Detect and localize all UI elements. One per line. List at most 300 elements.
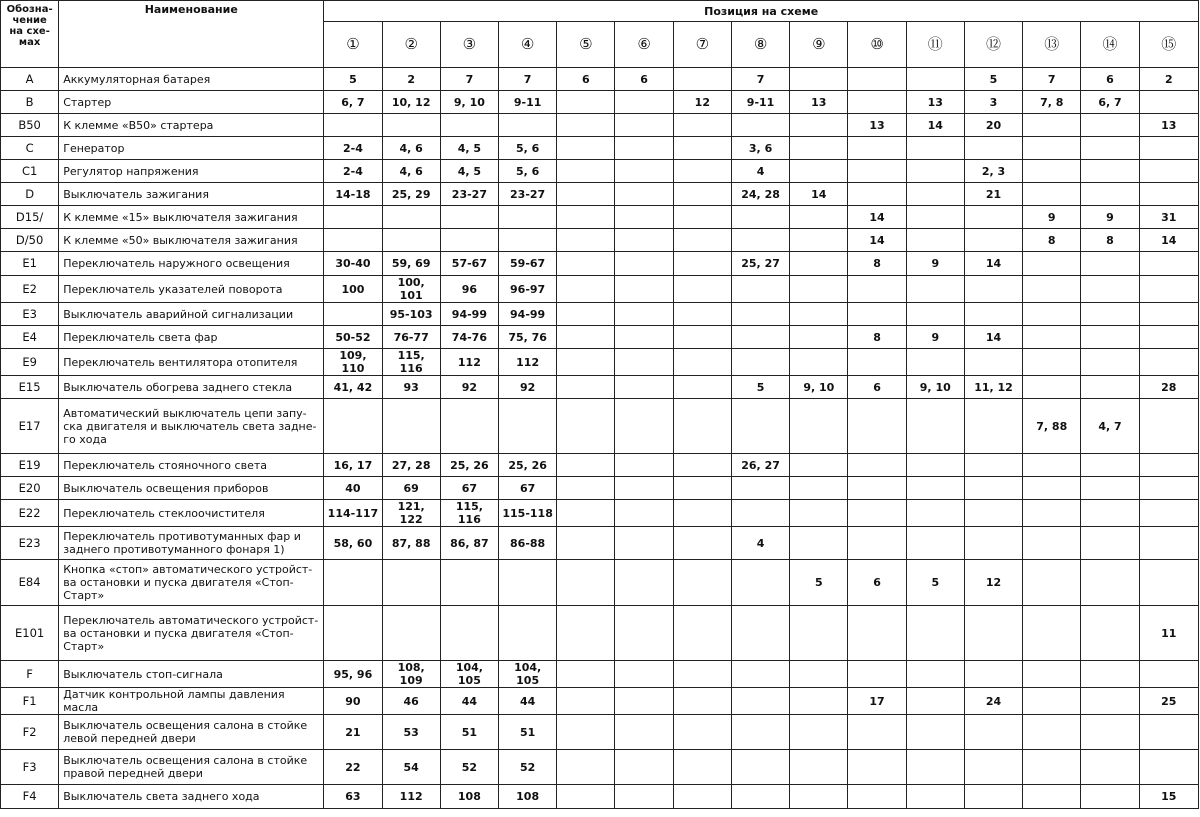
position-cell-13 — [1023, 454, 1081, 477]
table-row — [1, 160, 1199, 183]
position-cell-14 — [1081, 688, 1139, 715]
position-cell-7 — [673, 454, 731, 477]
row-name: Переключатель наружного освещения — [59, 252, 324, 276]
position-cell-2: 27, 28 — [382, 454, 440, 477]
position-cell-1 — [324, 229, 382, 252]
position-cell-10 — [848, 715, 906, 750]
position-cell-5 — [557, 606, 615, 661]
position-cell-2 — [382, 399, 440, 454]
header-position-8: ⑧ — [731, 22, 789, 68]
position-cell-9 — [790, 527, 848, 560]
position-cell-10 — [848, 477, 906, 500]
position-cell-12 — [964, 527, 1022, 560]
position-cell-1: 5 — [324, 68, 382, 91]
position-cell-4: 23-27 — [499, 183, 557, 206]
position-cell-5 — [557, 399, 615, 454]
position-cell-5 — [557, 91, 615, 114]
position-cell-1: 14-18 — [324, 183, 382, 206]
table-row — [1, 183, 1199, 206]
table-row — [1, 688, 1199, 715]
position-cell-5 — [557, 303, 615, 326]
position-cell-5 — [557, 454, 615, 477]
position-cell-8 — [731, 715, 789, 750]
position-cell-14 — [1081, 661, 1139, 688]
position-cell-3: 104, 105 — [440, 661, 498, 688]
position-cell-8 — [731, 114, 789, 137]
row-code: E9 — [1, 349, 59, 376]
position-cell-14 — [1081, 527, 1139, 560]
position-cell-1: 63 — [324, 785, 382, 809]
position-cell-9 — [790, 276, 848, 303]
header-position-13: ⑬ — [1023, 22, 1081, 68]
position-cell-10: 8 — [848, 252, 906, 276]
position-cell-6 — [615, 661, 673, 688]
position-cell-7 — [673, 206, 731, 229]
position-cell-4: 44 — [499, 688, 557, 715]
position-cell-4: 86-88 — [499, 527, 557, 560]
position-cell-2: 2 — [382, 68, 440, 91]
position-cell-13 — [1023, 560, 1081, 606]
position-cell-6 — [615, 160, 673, 183]
position-cell-7 — [673, 229, 731, 252]
position-cell-4: 96-97 — [499, 276, 557, 303]
position-cell-9 — [790, 303, 848, 326]
row-name: К клемме «15» выключателя зажигания — [59, 206, 324, 229]
position-cell-13 — [1023, 183, 1081, 206]
position-cell-6 — [615, 137, 673, 160]
position-cell-13 — [1023, 276, 1081, 303]
position-cell-2: 87, 88 — [382, 527, 440, 560]
header-position-5: ⑤ — [557, 22, 615, 68]
position-cell-11: 14 — [906, 114, 964, 137]
position-cell-8 — [731, 206, 789, 229]
position-cell-14 — [1081, 326, 1139, 349]
position-cell-11 — [906, 276, 964, 303]
position-cell-6 — [615, 326, 673, 349]
position-cell-8 — [731, 303, 789, 326]
position-cell-3: 96 — [440, 276, 498, 303]
position-cell-7 — [673, 715, 731, 750]
position-cell-12 — [964, 500, 1022, 527]
position-cell-15 — [1139, 303, 1198, 326]
position-cell-1 — [324, 206, 382, 229]
position-cell-13 — [1023, 477, 1081, 500]
position-cell-4: 67 — [499, 477, 557, 500]
position-cell-2: 10, 12 — [382, 91, 440, 114]
position-cell-9: 5 — [790, 560, 848, 606]
row-code: B — [1, 91, 59, 114]
position-cell-8 — [731, 399, 789, 454]
position-cell-13 — [1023, 527, 1081, 560]
position-cell-13 — [1023, 661, 1081, 688]
position-cell-2: 112 — [382, 785, 440, 809]
position-cell-9 — [790, 500, 848, 527]
header-position-3: ③ — [440, 22, 498, 68]
position-cell-4 — [499, 206, 557, 229]
position-cell-3: 23-27 — [440, 183, 498, 206]
position-cell-1: 30-40 — [324, 252, 382, 276]
row-name: К клемме «В50» стартера — [59, 114, 324, 137]
position-cell-3: 57-67 — [440, 252, 498, 276]
position-cell-13 — [1023, 750, 1081, 785]
position-cell-6 — [615, 376, 673, 399]
position-cell-15 — [1139, 252, 1198, 276]
position-cell-4: 51 — [499, 715, 557, 750]
row-name: Стартер — [59, 91, 324, 114]
position-cell-11 — [906, 68, 964, 91]
position-cell-4 — [499, 560, 557, 606]
position-cell-11 — [906, 785, 964, 809]
position-cell-7: 12 — [673, 91, 731, 114]
position-cell-4: 5, 6 — [499, 160, 557, 183]
position-cell-14 — [1081, 252, 1139, 276]
position-cell-8 — [731, 560, 789, 606]
position-cell-15 — [1139, 560, 1198, 606]
table-row — [1, 91, 1199, 114]
position-cell-10: 17 — [848, 688, 906, 715]
position-cell-8: 3, 6 — [731, 137, 789, 160]
position-cell-11: 13 — [906, 91, 964, 114]
position-cell-4: 115-118 — [499, 500, 557, 527]
table-row — [1, 785, 1199, 809]
position-cell-2 — [382, 229, 440, 252]
position-cell-13: 9 — [1023, 206, 1081, 229]
position-cell-12: 20 — [964, 114, 1022, 137]
position-cell-10 — [848, 303, 906, 326]
header-name: Наименование — [59, 1, 324, 68]
position-cell-7 — [673, 399, 731, 454]
position-cell-3: 67 — [440, 477, 498, 500]
position-cell-8 — [731, 276, 789, 303]
row-code: F4 — [1, 785, 59, 809]
position-cell-10 — [848, 606, 906, 661]
row-name: Переключатель стеклоочистителя — [59, 500, 324, 527]
position-cell-4: 25, 26 — [499, 454, 557, 477]
position-cell-4: 7 — [499, 68, 557, 91]
position-cell-2: 69 — [382, 477, 440, 500]
row-name: Переключатель противотуманных фар и заднего противотуманного фонаря 1) — [59, 527, 324, 560]
position-cell-7 — [673, 477, 731, 500]
row-code: E101 — [1, 606, 59, 661]
position-cell-5: 6 — [557, 68, 615, 91]
position-cell-9 — [790, 785, 848, 809]
position-cell-2: 93 — [382, 376, 440, 399]
table-row — [1, 252, 1199, 276]
position-cell-5 — [557, 206, 615, 229]
position-cell-13: 7, 88 — [1023, 399, 1081, 454]
position-cell-12: 2, 3 — [964, 160, 1022, 183]
position-cell-12 — [964, 477, 1022, 500]
position-cell-5 — [557, 160, 615, 183]
position-cell-15: 14 — [1139, 229, 1198, 252]
position-cell-1 — [324, 114, 382, 137]
position-cell-12 — [964, 276, 1022, 303]
position-cell-14 — [1081, 785, 1139, 809]
row-code: D15/ — [1, 206, 59, 229]
position-cell-5 — [557, 276, 615, 303]
position-cell-15 — [1139, 454, 1198, 477]
table-row — [1, 276, 1199, 303]
position-cell-9 — [790, 206, 848, 229]
position-cell-12 — [964, 303, 1022, 326]
position-cell-13: 7 — [1023, 68, 1081, 91]
row-code: E4 — [1, 326, 59, 349]
table-row — [1, 477, 1199, 500]
position-cell-9 — [790, 606, 848, 661]
position-cell-11: 9 — [906, 326, 964, 349]
position-cell-8 — [731, 477, 789, 500]
position-cell-14 — [1081, 137, 1139, 160]
table-row — [1, 68, 1199, 91]
header-position-9: ⑨ — [790, 22, 848, 68]
position-cell-13 — [1023, 137, 1081, 160]
position-cell-11 — [906, 399, 964, 454]
position-cell-3: 112 — [440, 349, 498, 376]
position-cell-3: 74-76 — [440, 326, 498, 349]
table-row — [1, 326, 1199, 349]
position-cell-3 — [440, 114, 498, 137]
position-cell-8 — [731, 349, 789, 376]
position-cell-5 — [557, 500, 615, 527]
position-cell-8: 24, 28 — [731, 183, 789, 206]
row-name: Выключатель освещения приборов — [59, 477, 324, 500]
position-cell-7 — [673, 276, 731, 303]
position-cell-15: 15 — [1139, 785, 1198, 809]
position-cell-9: 13 — [790, 91, 848, 114]
position-cell-7 — [673, 183, 731, 206]
position-cell-11 — [906, 500, 964, 527]
row-code: D/50 — [1, 229, 59, 252]
header-positions-title: Позиция на схеме — [324, 1, 1199, 22]
position-cell-7 — [673, 527, 731, 560]
row-code: E15 — [1, 376, 59, 399]
position-cell-6 — [615, 303, 673, 326]
row-name: Регулятор напряжения — [59, 160, 324, 183]
position-cell-4: 92 — [499, 376, 557, 399]
position-cell-14 — [1081, 276, 1139, 303]
row-code: C1 — [1, 160, 59, 183]
position-cell-15 — [1139, 477, 1198, 500]
header-position-12: ⑫ — [964, 22, 1022, 68]
position-cell-8: 7 — [731, 68, 789, 91]
position-cell-10: 14 — [848, 229, 906, 252]
position-cell-11 — [906, 303, 964, 326]
position-cell-3 — [440, 206, 498, 229]
position-cell-11 — [906, 606, 964, 661]
position-cell-12 — [964, 349, 1022, 376]
table-row — [1, 750, 1199, 785]
position-cell-12 — [964, 229, 1022, 252]
position-cell-2 — [382, 206, 440, 229]
row-name: Датчик контрольной лампы давления масла — [59, 688, 324, 715]
row-name: Переключатель света фар — [59, 326, 324, 349]
position-cell-15 — [1139, 399, 1198, 454]
row-code: F — [1, 661, 59, 688]
position-cell-1: 95, 96 — [324, 661, 382, 688]
position-cell-15 — [1139, 500, 1198, 527]
position-cell-3: 4, 5 — [440, 160, 498, 183]
position-cell-8: 4 — [731, 160, 789, 183]
position-cell-3: 52 — [440, 750, 498, 785]
position-cell-7 — [673, 68, 731, 91]
position-cell-9 — [790, 454, 848, 477]
position-cell-14: 9 — [1081, 206, 1139, 229]
position-cell-7 — [673, 349, 731, 376]
position-cell-11 — [906, 661, 964, 688]
table-row — [1, 606, 1199, 661]
position-cell-7 — [673, 500, 731, 527]
position-cell-7 — [673, 376, 731, 399]
position-cell-3: 86, 87 — [440, 527, 498, 560]
position-cell-3 — [440, 229, 498, 252]
position-cell-1 — [324, 606, 382, 661]
position-cell-10 — [848, 527, 906, 560]
row-name: Выключатель освещения салона в стойке правой передней двери — [59, 750, 324, 785]
position-cell-6 — [615, 454, 673, 477]
table-row — [1, 399, 1199, 454]
position-cell-9 — [790, 137, 848, 160]
position-cell-6 — [615, 750, 673, 785]
position-cell-6 — [615, 715, 673, 750]
position-cell-11 — [906, 349, 964, 376]
position-cell-5 — [557, 715, 615, 750]
position-cell-14 — [1081, 303, 1139, 326]
position-cell-2 — [382, 560, 440, 606]
table-row — [1, 303, 1199, 326]
position-cell-7 — [673, 160, 731, 183]
row-name: Автоматический выключатель цепи запу- ска двигателя и выключатель света задне- го хода — [59, 399, 324, 454]
position-cell-13 — [1023, 349, 1081, 376]
row-name: Выключатель аварийной сигнализации — [59, 303, 324, 326]
position-cell-4: 75, 76 — [499, 326, 557, 349]
position-cell-1 — [324, 399, 382, 454]
position-cell-7 — [673, 785, 731, 809]
position-cell-7 — [673, 252, 731, 276]
table-row — [1, 527, 1199, 560]
position-cell-1: 21 — [324, 715, 382, 750]
position-cell-5 — [557, 349, 615, 376]
position-cell-13 — [1023, 326, 1081, 349]
row-name: Аккумуляторная батарея — [59, 68, 324, 91]
position-cell-11 — [906, 454, 964, 477]
position-cell-11 — [906, 206, 964, 229]
position-cell-6 — [615, 477, 673, 500]
position-cell-14 — [1081, 560, 1139, 606]
row-name: Кнопка «стоп» автоматического устройст- ва остановки и пуска двигателя «Стоп- Старт» — [59, 560, 324, 606]
position-cell-12: 12 — [964, 560, 1022, 606]
position-cell-6 — [615, 688, 673, 715]
position-cell-10: 14 — [848, 206, 906, 229]
position-cell-15 — [1139, 661, 1198, 688]
row-code: E3 — [1, 303, 59, 326]
row-code: E84 — [1, 560, 59, 606]
table-header — [1, 1, 1199, 68]
position-cell-14 — [1081, 606, 1139, 661]
position-cell-12: 11, 12 — [964, 376, 1022, 399]
position-cell-9 — [790, 688, 848, 715]
position-cell-1: 2-4 — [324, 137, 382, 160]
position-cell-2: 46 — [382, 688, 440, 715]
header-position-6: ⑥ — [615, 22, 673, 68]
position-cell-3 — [440, 560, 498, 606]
position-cell-10 — [848, 91, 906, 114]
position-cell-14 — [1081, 750, 1139, 785]
position-cell-14 — [1081, 114, 1139, 137]
header-position-15: ⑮ — [1139, 22, 1198, 68]
position-cell-12: 21 — [964, 183, 1022, 206]
table-row — [1, 137, 1199, 160]
position-cell-9 — [790, 68, 848, 91]
position-cell-4 — [499, 114, 557, 137]
position-cell-9 — [790, 661, 848, 688]
row-name: К клемме «50» выключателя зажигания — [59, 229, 324, 252]
position-cell-11 — [906, 688, 964, 715]
row-name: Выключатель зажигания — [59, 183, 324, 206]
position-cell-5 — [557, 376, 615, 399]
position-cell-10 — [848, 68, 906, 91]
position-cell-8: 25, 27 — [731, 252, 789, 276]
position-cell-9 — [790, 160, 848, 183]
position-cell-3: 108 — [440, 785, 498, 809]
position-cell-15 — [1139, 276, 1198, 303]
position-cell-11 — [906, 160, 964, 183]
row-code: E1 — [1, 252, 59, 276]
row-name: Выключатель света заднего хода — [59, 785, 324, 809]
position-cell-12 — [964, 750, 1022, 785]
position-cell-14: 6 — [1081, 68, 1139, 91]
table-row — [1, 661, 1199, 688]
position-cell-10 — [848, 661, 906, 688]
position-cell-8 — [731, 688, 789, 715]
position-cell-9 — [790, 477, 848, 500]
position-cell-12 — [964, 661, 1022, 688]
position-cell-8 — [731, 606, 789, 661]
position-cell-1: 50-52 — [324, 326, 382, 349]
position-cell-15 — [1139, 750, 1198, 785]
position-cell-14: 6, 7 — [1081, 91, 1139, 114]
row-code: F2 — [1, 715, 59, 750]
position-cell-9 — [790, 349, 848, 376]
position-cell-7 — [673, 661, 731, 688]
position-cell-5 — [557, 114, 615, 137]
header-position-2: ② — [382, 22, 440, 68]
position-cell-2: 54 — [382, 750, 440, 785]
position-cell-5 — [557, 326, 615, 349]
position-cell-10 — [848, 454, 906, 477]
position-cell-4: 52 — [499, 750, 557, 785]
position-cell-7 — [673, 688, 731, 715]
position-cell-10 — [848, 399, 906, 454]
position-cell-1: 114-117 — [324, 500, 382, 527]
position-cell-1: 16, 17 — [324, 454, 382, 477]
row-name: Выключатель обогрева заднего стекла — [59, 376, 324, 399]
row-code: E19 — [1, 454, 59, 477]
position-cell-1: 109, 110 — [324, 349, 382, 376]
position-cell-5 — [557, 688, 615, 715]
position-cell-10 — [848, 276, 906, 303]
position-cell-14 — [1081, 376, 1139, 399]
position-cell-6 — [615, 527, 673, 560]
position-cell-2: 53 — [382, 715, 440, 750]
position-cell-10 — [848, 349, 906, 376]
position-cell-1: 2-4 — [324, 160, 382, 183]
position-cell-5 — [557, 750, 615, 785]
header-position-10: ⑩ — [848, 22, 906, 68]
position-cell-5 — [557, 183, 615, 206]
row-code: A — [1, 68, 59, 91]
position-cell-12: 14 — [964, 326, 1022, 349]
position-cell-12 — [964, 785, 1022, 809]
